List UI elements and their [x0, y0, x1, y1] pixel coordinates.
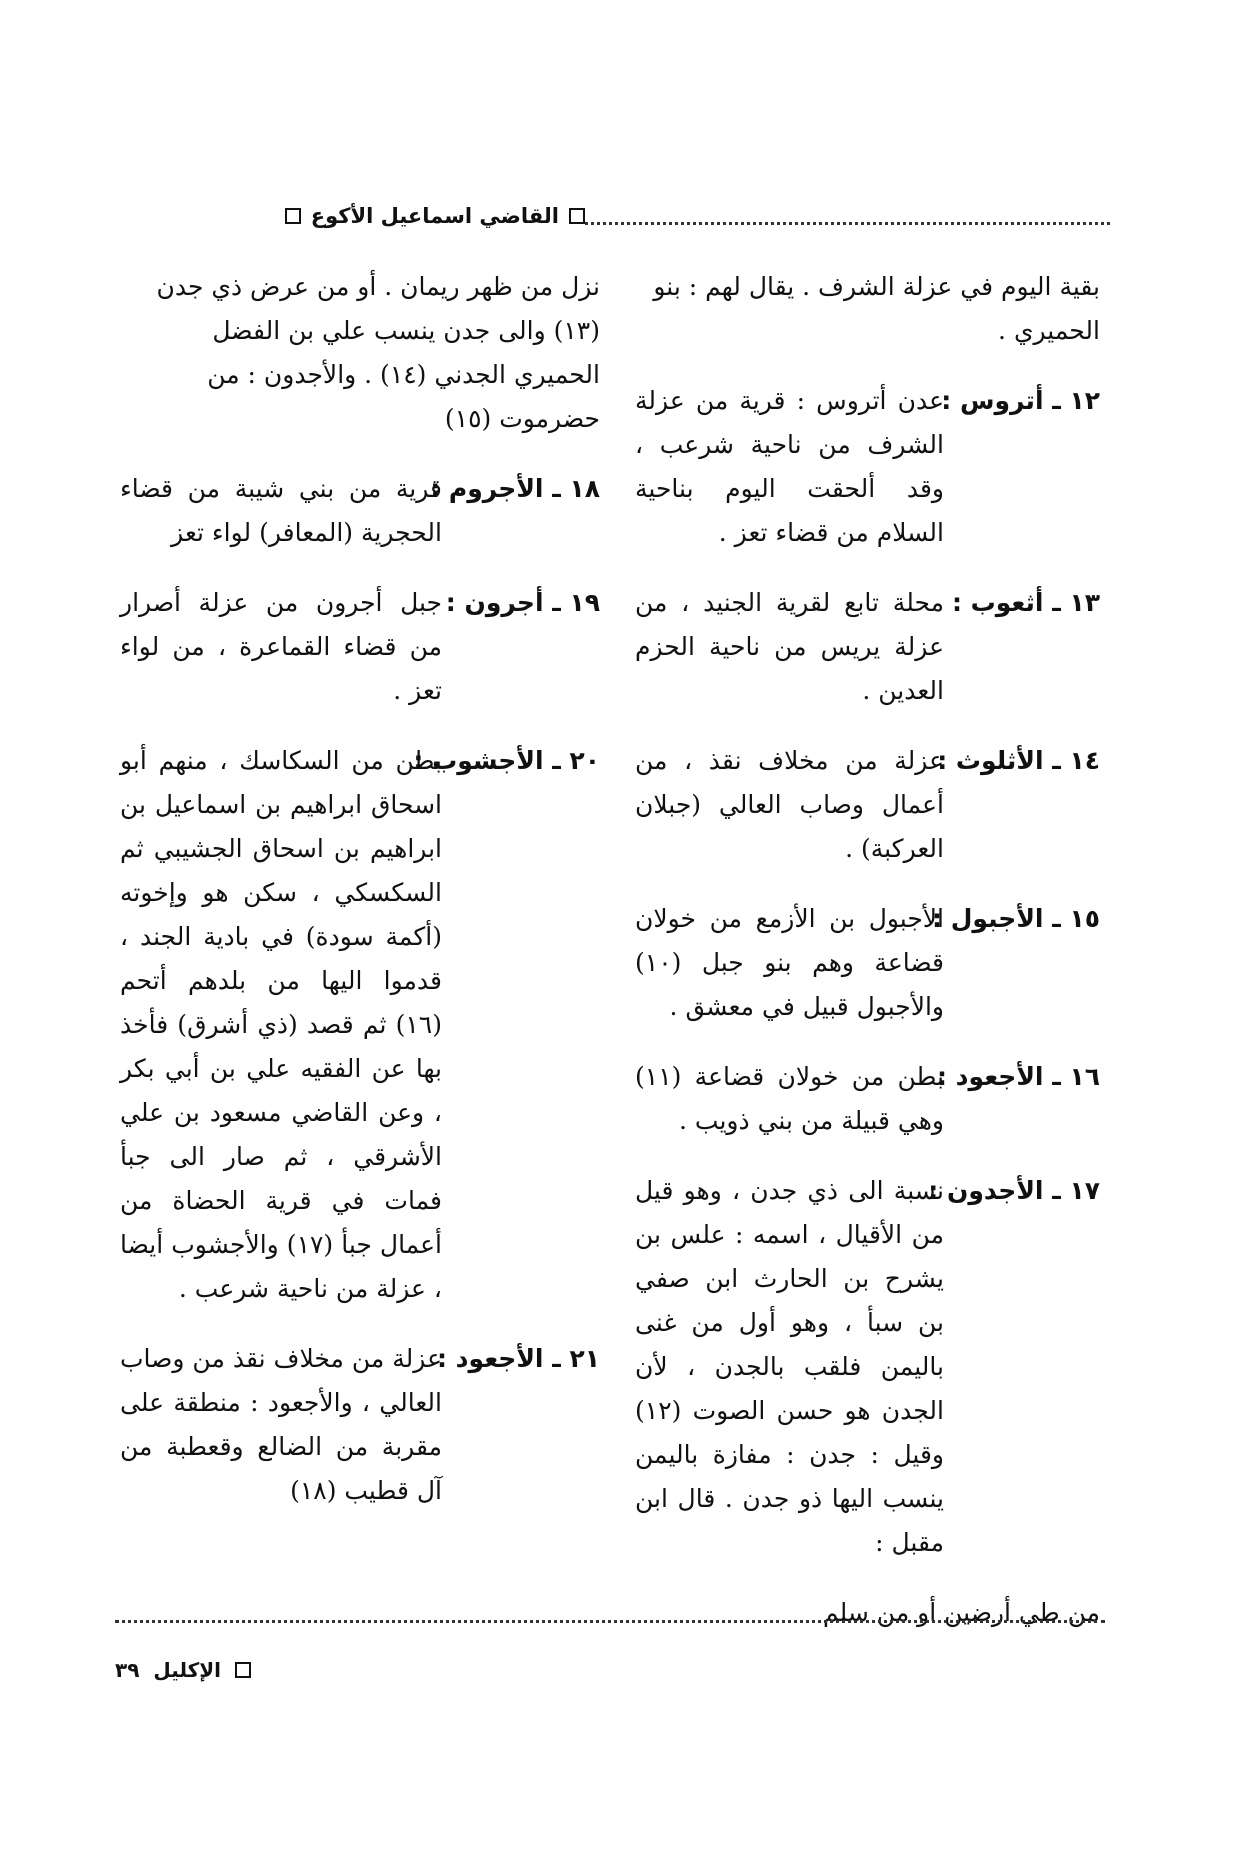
- left-column-intro: نزل من ظهر ريمان . أو من عرض ذي جدن (١٣) والى جدن ينسب علي بن الفضل الحميري الجدني (١٤) . والأجدون : من حضرموت (١٥): [156, 272, 600, 433]
- entry-text: بطن من السكاسك ، منهم أبو اسحاق ابراهيم بن اسماعيل بن ابراهيم بن اسحاق الجشيبي ثم السكسكي ، سكن هو وإخوته (أكمة سودة) في بادية الجند ، قدموا اليها من بلدهم أتحم (١٦) ثم قصد (ذي أشرق) فأخذ بها عن الفقيه علي بن أبي بكر ، وعن القاضي مسعود بن علي الأشرقي ، ثم صار الى جبأ فمات في قرية الحضاة من أعمال جبأ (١٧) والأجشوب أيضا ، عزلة من ناحية شرعب .: [120, 746, 442, 1303]
- page-footer: [115, 1658, 251, 1682]
- entry-14: [635, 739, 1100, 871]
- entry-label: ٢٠ ـ الأجشوب :: [413, 746, 600, 775]
- entry-21: [120, 1337, 600, 1513]
- entry-text: قرية من بني شيبة من قضاء الحجرية (المعافر) لواء تعز: [120, 474, 442, 547]
- square-bullet-icon: [569, 208, 585, 224]
- entry-label: ١٦ ـ الأجعود :: [936, 1062, 1100, 1091]
- poetry-verse: من طي أرضين أو من سلم: [822, 1598, 1100, 1627]
- entry-text: نسبة الى ذي جدن ، وهو قيل من الأقيال ، اسمه : علس بن يشرح بن الحارث ابن صفي بن سبأ ، وهو أول من غنى باليمن فلقب بالجدن ، لأن الجدن هو حسن الصوت (١٢) وقيل : جدن : مفازة باليمن ينسب اليها ذو جدن . قال ابن مقبل :: [635, 1176, 944, 1557]
- entry-text: بطن من خولان قضاعة (١١) وهي قبيلة من بني ذويب .: [635, 1062, 944, 1135]
- entry-text: جبل أجرون من عزلة أصرار من قضاء القماعرة ، من لواء تعز .: [120, 588, 442, 705]
- right-column-intro: بقية اليوم في عزلة الشرف . يقال لهم : بنو الحميري .: [653, 272, 1100, 345]
- footer-book-title: الإكليل: [153, 1658, 221, 1682]
- entry-18: [120, 467, 600, 555]
- running-header: [150, 200, 1110, 240]
- entry-13: [635, 581, 1100, 713]
- entry-label: ١٢ ـ أتروس :: [941, 386, 1100, 415]
- entry-19: [120, 581, 600, 713]
- entry-17: [635, 1169, 1100, 1565]
- entry-label: ٢١ ـ الأجعود :: [436, 1344, 600, 1373]
- entry-20: [120, 739, 600, 1311]
- running-title: [285, 204, 585, 228]
- entry-label: ١٩ ـ أجرون :: [445, 588, 600, 617]
- entry-text: عدن أتروس : قرية من عزلة الشرف من ناحية شرعب ، وقد ألحقت اليوم بناحية السلام من قضاء تعز .: [635, 386, 944, 547]
- entry-label: ١٤ ـ الأثلوث :: [937, 746, 1100, 775]
- header-dotted-rule: [585, 222, 1110, 225]
- entry-label: ١٥ ـ الأجبول :: [932, 904, 1100, 933]
- entry-12: [635, 379, 1100, 555]
- entry-label: ١٨ ـ الأجروم :: [430, 474, 600, 503]
- left-column: [120, 265, 600, 1539]
- square-bullet-icon: [235, 1662, 251, 1678]
- entry-15: [635, 897, 1100, 1029]
- right-column: [635, 265, 1100, 1661]
- entry-text: عزلة من مخلاف نقذ ، من أعمال وصاب العالي (جبلان العركبة) .: [635, 746, 944, 863]
- square-bullet-icon: [285, 208, 301, 224]
- entry-text: عزلة من مخلاف نقذ من وصاب العالي ، والأجعود : منطقة على مقربة من الضالع وقعطبة من آل قطيب (١٨): [120, 1344, 442, 1505]
- entry-label: ١٧ ـ الأجدون :: [928, 1176, 1100, 1205]
- footer-dotted-rule: [115, 1620, 1105, 1623]
- running-title-text: القاضي اسماعيل الأكوع: [310, 204, 559, 228]
- page-number: ٣٩: [115, 1658, 140, 1682]
- entry-16: [635, 1055, 1100, 1143]
- entry-text: الأجبول بن الأزمع من خولان قضاعة وهم بنو جبل (١٠) والأجبول قبيل في معشق .: [635, 904, 944, 1021]
- entry-text: محلة تابع لقرية الجنيد ، من عزلة يريس من ناحية الحزم العدين .: [635, 588, 944, 705]
- entry-label: ١٣ ـ أثعوب :: [951, 588, 1100, 617]
